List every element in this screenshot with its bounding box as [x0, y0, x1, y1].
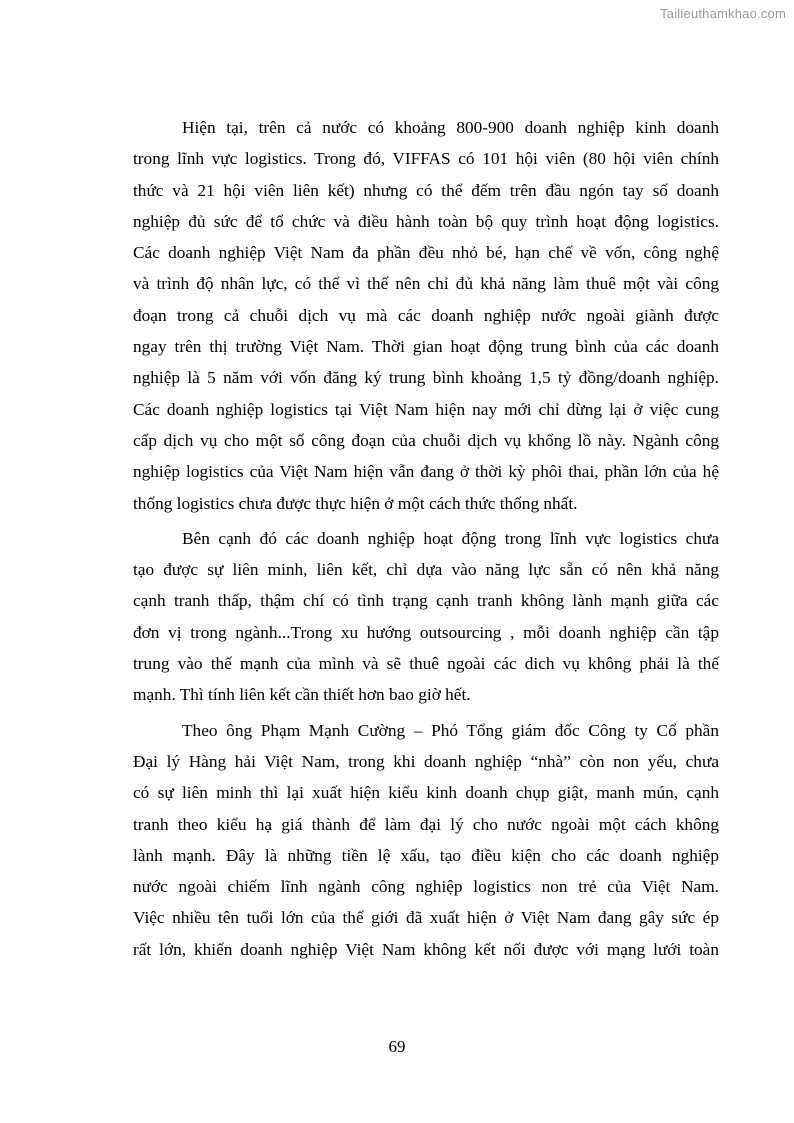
text-line: đơn vị trong ngành...Trong xu hướng outsourcing , mỗi doanh nghiệp cần tập [133, 622, 719, 642]
text-line: trong lĩnh vực logistics. Trong đó, VIFFAS có 101 hội viên (80 hội viên chính [133, 149, 719, 169]
text-line: cấp dịch vụ cho một số công đoạn của chuỗi dịch vụ khổng lồ này. Ngành công [133, 430, 719, 450]
text-line: tranh theo kiểu hạ giá thành để làm đại lý cho nước ngoài một cách không [133, 814, 719, 834]
text-line: Các doanh nghiệp logistics tại Việt Nam hiện nay mới chỉ dừng lại ở việc cung [133, 399, 719, 419]
text-line: ngay trên thị trường Việt Nam. Thời gian hoạt động trung bình của các doanh [133, 337, 719, 357]
text-line: trung vào thế mạnh của mình và sẽ thuê ngoài các dich vụ không phải là thế [133, 654, 719, 674]
paragraph [133, 523, 719, 711]
text-line: Hiện tại, trên cả nước có khoảng 800-900 doanh nghiệp kinh doanh [182, 118, 719, 137]
paragraph [133, 112, 719, 519]
page-number: 69 [388, 1037, 406, 1056]
text-line: và trình độ nhân lực, có thể vì thế nên chỉ đủ khả năng làm thuê một vài công [133, 274, 719, 294]
text-line: nghiệp đủ sức để tổ chức và điều hành toàn bộ quy trình hoạt động logistics. [133, 211, 719, 231]
text-line: Bên cạnh đó các doanh nghiệp hoạt động trong lĩnh vực logistics chưa [182, 528, 719, 548]
text-line: nghiệp là 5 năm với vốn đăng ký trung bình khoảng 1,5 tỷ đồng/doanh nghiệp. [133, 368, 719, 388]
watermark-text: Tailieuthamkhao.com [660, 6, 786, 21]
text-line: Đại lý Hàng hải Việt Nam, trong khi doanh nghiệp “nhà” còn non yếu, chưa [133, 751, 719, 771]
text-line: có sự liên minh thì lại xuất hiện kiểu kinh doanh chụp giật, manh mún, cạnh [133, 783, 719, 803]
text-line: thức và 21 hội viên liên kết) nhưng có thể đếm trên đầu ngón tay số doanh [133, 180, 719, 200]
text-line: Các doanh nghiệp Việt Nam đa phần đều nhỏ bé, hạn chế về vốn, công nghệ [133, 243, 719, 263]
text-line: đoạn trong cả chuỗi dịch vụ mà các doanh nghiệp nước ngoài giành được [133, 305, 719, 325]
text-line: thống logistics chưa được thực hiện ở một cách thức thống nhất. [133, 493, 578, 513]
paragraph-container [133, 112, 719, 965]
text-line: Theo ông Phạm Mạnh Cường – Phó Tổng giám đốc Công ty Cổ phần [182, 720, 719, 740]
text-line: tạo được sự liên minh, liên kết, chỉ dựa vào năng lực sẵn có nên khả năng [133, 560, 719, 580]
text-line: Việc nhiều tên tuổi lớn của thế giới đã xuất hiện ở Việt Nam đang gây sức ép [133, 908, 719, 928]
text-line: mạnh. Thì tính liên kết cần thiết hơn bao giờ hết. [133, 685, 471, 705]
text-line: nghiệp logistics của Việt Nam hiện vẫn đang ở thời kỳ phôi thai, phần lớn của hệ [133, 462, 719, 482]
document-body [133, 112, 719, 965]
text-line: nước ngoài chiếm lĩnh ngành công nghiệp logistics non trẻ của Việt Nam. [133, 877, 719, 897]
text-line: cạnh tranh thấp, thậm chí có tình trạng cạnh tranh không lành mạnh giữa các [133, 591, 719, 611]
paragraph [133, 715, 719, 965]
text-line: lành mạnh. Đây là những tiền lệ xấu, tạo điều kiện cho các doanh nghiệp [133, 845, 719, 865]
text-line: rất lớn, khiến doanh nghiệp Việt Nam không kết nối được với mạng lưới toàn [133, 939, 719, 959]
